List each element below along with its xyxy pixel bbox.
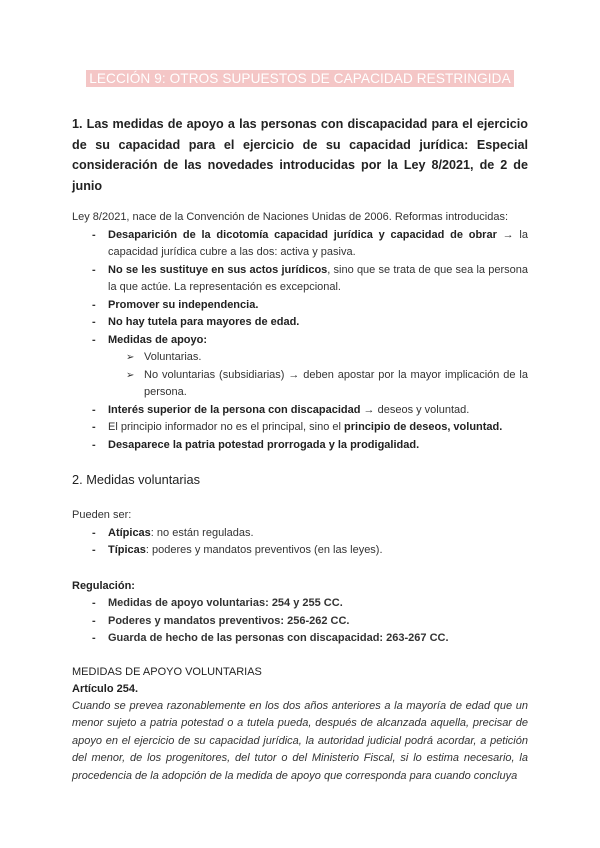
list-item: - No se les sustituye en sus actos jurídicos, sino que se trata de que sea la persona la que actúe. La representación es excepcional. (108, 262, 528, 297)
support-measures-sublist (108, 349, 528, 402)
section1-intro: Ley 8/2021, nace de la Convención de Naciones Unidas de 2006. Reformas introducidas: (72, 211, 508, 223)
list-item: - Interés superior de la persona con discapacidad → deseos y voluntad. (108, 402, 528, 420)
article-text: Cuando se prevea razonablemente en los dos años anteriores a la mayoría de edad que un menor sujeto a patria potestad o a tutela pueda, después de alcanzada aquella, precisar de apoyo en el ejercicio de su capacidad jurídica, la autoridad judicial podrá acordar, a petición del menor, de los progenitores, del tutor o del Ministerio Fiscal, si lo estima necesario, la procedencia de la adopción de la medida de apoyo que corresponda para cuando concluya (72, 699, 528, 782)
section2-intro: Pueden ser: (72, 509, 132, 521)
list-item: - El principio informador no es el principal, sino el principio de deseos, voluntad. (108, 419, 528, 437)
section1-heading: 1. Las medidas de apoyo a las personas con discapacidad para el ejercicio de su capacidad para el ejercicio de su capacidad jurídica: Especial consideración de las novedades introducidas por la Ley 8/2021, de 2 de junio (72, 117, 528, 193)
list-item: - Típicas: poderes y mandatos preventivos (en las leyes). (108, 542, 528, 560)
sublist-item: ➢ Voluntarias. (144, 349, 528, 367)
sublist-item: ➢ No voluntarias (subsidiarias) → deben apostar por la mayor implicación de la persona. (144, 367, 528, 402)
list-item: - Medidas de apoyo: ➢ Voluntarias. ➢ No voluntarias (subsidiarias) → deben apostar por la mayor implicación de la persona. (108, 332, 528, 402)
list-item: - Promover su independencia. (108, 297, 528, 315)
list-item: - Medidas de apoyo voluntarias: 254 y 255 CC. (108, 595, 528, 613)
content (72, 114, 528, 785)
lesson-title: LECCIÓN 9: OTROS SUPUESTOS DE CAPACIDAD RESTRINGIDA (86, 70, 514, 87)
title-bar (0, 70, 600, 88)
list-item: - Atípicas: no están reguladas. (108, 525, 528, 543)
regulation-list (72, 595, 528, 648)
types-list (72, 525, 528, 560)
list-item: - Desaparece la patria potestad prorrogada y la prodigalidad. (108, 437, 528, 455)
reform-list (72, 227, 528, 455)
article-title: Artículo 254. (72, 682, 139, 695)
list-item: - Desaparición de la dicotomía capacidad jurídica y capacidad de obrar → la capacidad jurídica cubre a las dos: activa y pasiva. (108, 227, 528, 262)
regulation-label: Regulación: (72, 579, 135, 592)
section2-heading: 2. Medidas voluntarias (72, 472, 201, 487)
list-item: - Poderes y mandatos preventivos: 256-262 CC. (108, 613, 528, 631)
list-item: - No hay tutela para mayores de edad. (108, 314, 528, 332)
list-item: - Guarda de hecho de las personas con discapacidad: 263-267 CC. (108, 630, 528, 648)
caps-heading: MEDIDAS DE APOYO VOLUNTARIAS (72, 665, 262, 678)
